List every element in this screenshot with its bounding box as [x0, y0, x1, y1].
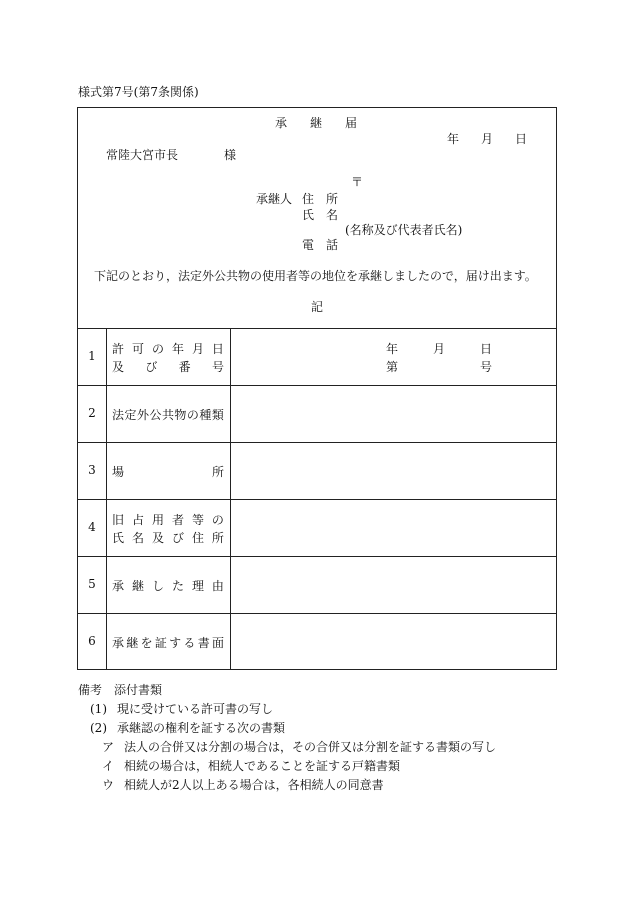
- row-divider: [77, 385, 557, 386]
- label-char: 用: [151, 513, 164, 527]
- label-char: 及: [151, 531, 164, 545]
- row-number: 3: [88, 463, 96, 477]
- label-char: 外: [136, 408, 149, 422]
- postal-mark: 〒: [351, 175, 364, 189]
- row-number: 6: [88, 634, 96, 648]
- row-label: [112, 340, 224, 376]
- label-char: 番: [178, 360, 191, 374]
- row-divider: [77, 613, 557, 614]
- label-char: の: [211, 513, 224, 527]
- row-label: [112, 406, 224, 424]
- date-line: [447, 130, 527, 147]
- label-char: 継: [131, 579, 144, 593]
- date-year: 年: [447, 132, 460, 146]
- value-char: 日: [479, 342, 492, 356]
- row-number: 4: [88, 520, 96, 534]
- label-char: 共: [161, 408, 174, 422]
- note-item: [90, 700, 273, 717]
- statement: 下記のとおり，法定外公共物の使用者等の地位を承継しましたので，届け出ます。: [94, 269, 537, 283]
- row-divider: [77, 442, 557, 443]
- label-char: 氏: [112, 531, 125, 545]
- label-char: 物: [174, 408, 187, 422]
- note-item: [102, 757, 400, 774]
- note-item: [102, 738, 496, 755]
- notes-heading: [78, 681, 162, 698]
- label-char: 所: [211, 531, 224, 545]
- row-number: 1: [88, 349, 96, 363]
- value-char: 年: [386, 342, 399, 356]
- label-char: 旧: [112, 513, 125, 527]
- title-char: 届: [344, 116, 357, 130]
- row-number: 5: [88, 577, 96, 591]
- label-char: る: [183, 636, 196, 650]
- label-char: 年: [171, 342, 184, 356]
- label-char: 所: [325, 192, 338, 206]
- label-char: 類: [211, 408, 224, 422]
- label-char: 証: [154, 636, 167, 650]
- label-char: 法: [112, 408, 125, 422]
- label-char: 場: [112, 465, 125, 479]
- label-char: 理: [191, 579, 204, 593]
- note-text: 法人の合併又は分割の場合は，その合併又は分割を証する書類の写し: [124, 740, 497, 754]
- label-line: [112, 340, 224, 358]
- label-char: 住: [302, 192, 315, 206]
- label-char: た: [171, 579, 184, 593]
- note-text: 相続人が2人以上ある場合は，各相続人の同意書: [124, 778, 384, 792]
- label-char: 承: [112, 636, 125, 650]
- honorific: 様: [224, 148, 237, 162]
- label-char: 者: [171, 513, 184, 527]
- row-number: 2: [88, 406, 96, 420]
- label-char: 話: [325, 238, 338, 252]
- address-label: [302, 190, 338, 207]
- successor-label: 承継人: [256, 192, 293, 206]
- label-char: の: [186, 408, 199, 422]
- label-char: 電: [302, 238, 315, 252]
- label-char: 月: [191, 342, 204, 356]
- row-divider: [77, 499, 557, 500]
- note-marker: (1): [90, 702, 107, 716]
- form-title: [275, 114, 357, 131]
- row-divider: [77, 556, 557, 557]
- label-char: 等: [191, 513, 204, 527]
- note-text: 相続の場合は，相続人であることを証する戸籍書類: [124, 759, 401, 773]
- label-char: 許: [112, 342, 125, 356]
- phone-label: [302, 236, 338, 253]
- permit-date: [386, 340, 492, 358]
- label-line: [112, 511, 224, 529]
- label-char: 氏: [302, 208, 315, 222]
- label-char: び: [145, 360, 158, 374]
- column-divider: [106, 328, 107, 670]
- note-marker: イ: [102, 759, 115, 773]
- label-line: [112, 529, 224, 547]
- label-char: 名: [131, 531, 144, 545]
- column-divider: [230, 328, 231, 670]
- value-char: 第: [386, 360, 399, 374]
- label-char: 継: [126, 636, 139, 650]
- label-char: を: [140, 636, 153, 650]
- label-char: 種: [199, 408, 212, 422]
- note-text: 承継認の権利を証する次の書類: [117, 721, 286, 735]
- label-char: 公: [149, 408, 162, 422]
- label-char: 承: [112, 579, 125, 593]
- form-label: 様式第7号(第7条関係): [78, 85, 199, 99]
- label-char: の: [151, 342, 164, 356]
- label-char: 日: [211, 342, 224, 356]
- label-char: 名: [325, 208, 338, 222]
- label-char: 及: [112, 360, 125, 374]
- label-char: し: [151, 579, 164, 593]
- label-char: す: [169, 636, 182, 650]
- label-char: 面: [211, 636, 224, 650]
- note-text: 現に受けている許可書の写し: [117, 702, 274, 716]
- row-label: [112, 577, 224, 595]
- table-top-border: [77, 328, 557, 329]
- title-char: 継: [309, 116, 322, 130]
- row-label: [112, 634, 224, 652]
- representative-note: (名称及び代表者氏名): [345, 223, 463, 237]
- ki-mark: 記: [311, 300, 324, 314]
- permit-number: [386, 358, 492, 376]
- note-item: [90, 719, 285, 736]
- label-char: 住: [191, 531, 204, 545]
- notes-heading-label: 備考: [78, 683, 103, 697]
- addressee: 常陸大宮市長: [106, 148, 179, 162]
- label-char: 号: [211, 360, 224, 374]
- row-label: [112, 463, 224, 481]
- name-label: [302, 206, 338, 223]
- note-marker: ウ: [102, 778, 115, 792]
- row-label: [112, 511, 224, 547]
- label-line: [112, 358, 224, 376]
- label-char: 所: [211, 465, 224, 479]
- note-item: [102, 776, 384, 793]
- label-char: 由: [211, 579, 224, 593]
- label-char: 占: [131, 513, 144, 527]
- label-char: 書: [197, 636, 210, 650]
- value-char: 月: [432, 342, 445, 356]
- notes-heading-sub: 添付書類: [114, 683, 163, 697]
- label-char: び: [171, 531, 184, 545]
- date-month: 月: [480, 132, 493, 146]
- note-marker: ア: [102, 740, 115, 754]
- value-char: 号: [479, 360, 492, 374]
- title-char: 承: [275, 116, 288, 130]
- label-char: 可: [131, 342, 144, 356]
- note-marker: (2): [90, 721, 107, 735]
- date-day: 日: [514, 132, 527, 146]
- label-char: 定: [124, 408, 137, 422]
